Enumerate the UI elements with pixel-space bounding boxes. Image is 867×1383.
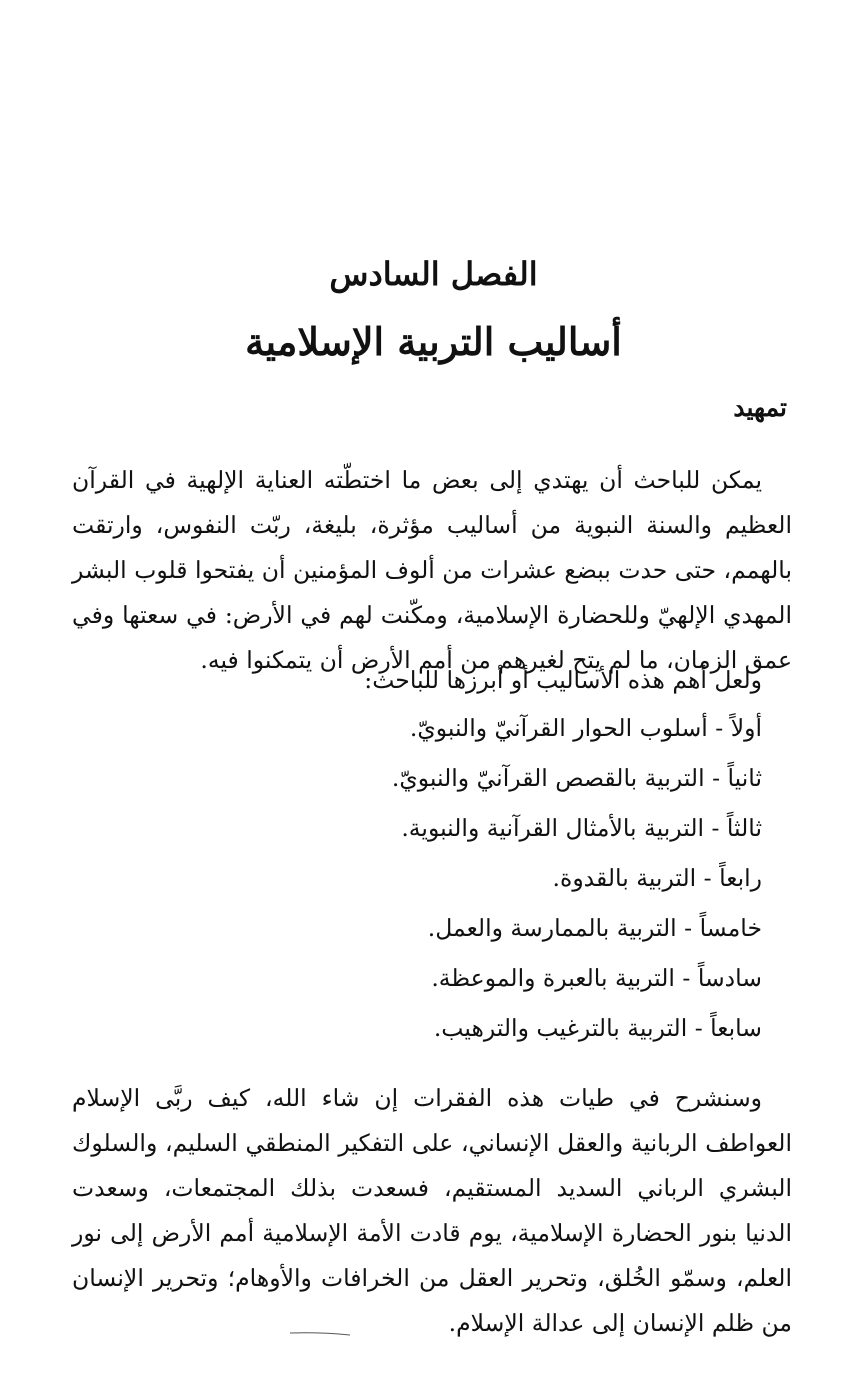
method-item: ثالثاً - التربية بالأمثال القرآنية والنبوية. bbox=[401, 814, 762, 842]
method-item: سابعاً - التربية بالترغيب والترهيب. bbox=[433, 1014, 762, 1042]
methods-lead-in: ولعل أهم هذه الأساليب أو أبرزها للباحث: bbox=[364, 666, 762, 694]
methods-list bbox=[392, 703, 762, 1053]
footer-scan-mark bbox=[290, 1332, 350, 1336]
chapter-label: الفصل السادس bbox=[329, 255, 538, 293]
method-item: سادساً - التربية بالعبرة والموعظة. bbox=[431, 964, 762, 992]
closing-paragraph: وسنشرح في طيات هذه الفقرات إن شاء الله، كيف ربَّى الإسلام العواطف الربانية والعقل الإنساني، على التفكير المنطقي السليم، والسلوك البشري الرباني السديد المستقيم، فسعدت بذلك المجتمعات، وسعدت الدنيا بنور الحضارة الإسلامية، يوم قادت الأمة الإسلامية أمم الأرض إلى نور العلم، وسمّو الخُلق، وتحرير العقل من الخرافات والأوهام؛ وتحرير الإنسان من ظلم الإنسان إلى عدالة الإسلام. bbox=[72, 1083, 792, 1337]
section-heading: تمهيد bbox=[733, 393, 787, 422]
method-item: رابعاً - التربية بالقدوة. bbox=[552, 864, 762, 892]
intro-paragraph: يمكن للباحث أن يهتدي إلى بعض ما اختطّته العناية الإلهية في القرآن العظيم والسنة النبوية من أساليب مؤثرة، بليغة، ربّت النفوس، وارتقت بالهمم، حتى حدت ببضع عشرات من ألوف المؤمنين أن يفتحوا قلوب البشر المهدي الإلهيّ وللحضارة الإسلامية، ومكّنت لهم في الأرض: في سعتها وفي عمق الزمان، ما لم يتح لغيرهم من أمم الأرض أن يتمكنوا فيه. bbox=[72, 465, 792, 674]
method-item: ثانياً - التربية بالقصص القرآنيّ والنبويّ. bbox=[391, 764, 762, 792]
method-item: أولاً - أسلوب الحوار القرآنيّ والنبويّ. bbox=[409, 714, 762, 742]
chapter-title: أساليب التربية الإسلامية bbox=[245, 319, 622, 364]
method-item: خامساً - التربية بالممارسة والعمل. bbox=[427, 914, 762, 942]
